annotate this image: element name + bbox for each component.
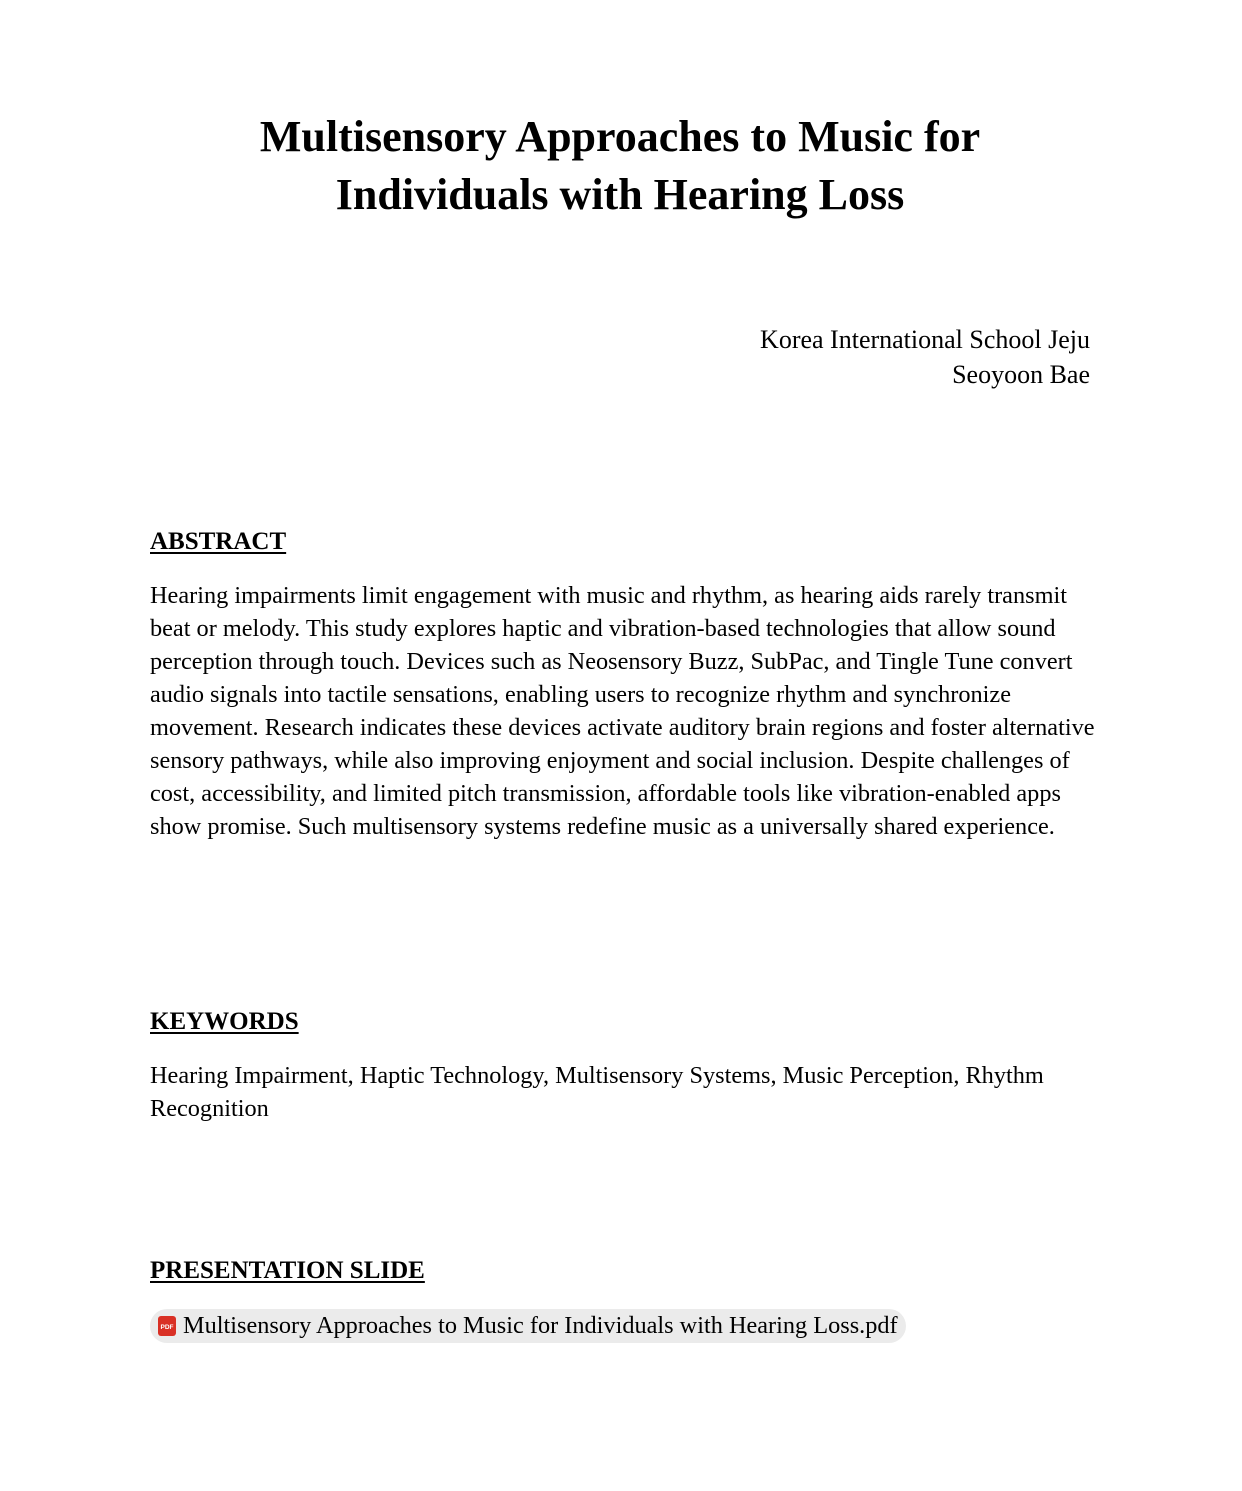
- pdf-file-icon: [158, 1316, 176, 1336]
- author-affiliation: [760, 322, 1090, 392]
- keywords-heading: KEYWORDS: [150, 1008, 299, 1035]
- paper-title-line-1: Multisensory Approaches to Music for: [259, 112, 981, 161]
- author-name: Seoyoon Bae: [952, 360, 1090, 389]
- abstract-heading: ABSTRACT: [150, 528, 287, 555]
- keywords-text: Hearing Impairment, Haptic Technology, Multisensory Systems, Music Perception, Rhythm Recognition: [150, 1062, 1044, 1122]
- abstract-text: Hearing impairments limit engagement with music and rhythm, as hearing aids rarely transmit beat or melody. This study explores haptic and vibration-based technologies that allow sound perception through touch. Devices such as Neosensory Buzz, SubPac, and Tingle Tune convert audio signals into tactile sensations, enabling users to recognize rhythm and synchronize movement. Research indicates these devices activate auditory brain regions and foster alternative sensory pathways, while also improving enjoyment and social inclusion. Despite challenges of cost, accessibility, and limited pitch transmission, affordable tools like vibration-enabled apps show promise. Such multisensory systems redefine music as a universally shared experience.: [150, 582, 1095, 840]
- pdf-file-name[interactable]: Multisensory Approaches to Music for Individuals with Hearing Loss.pdf: [183, 1312, 898, 1339]
- svg-text:PDF: PDF: [160, 1324, 174, 1330]
- pdf-file-chip[interactable]: [150, 1309, 906, 1343]
- school-name: Korea International School Jeju: [760, 325, 1090, 354]
- presentation-heading: PRESENTATION SLIDE: [150, 1257, 425, 1284]
- paper-title: [150, 108, 1090, 224]
- paper-title-line-2: Individuals with Hearing Loss: [335, 170, 905, 219]
